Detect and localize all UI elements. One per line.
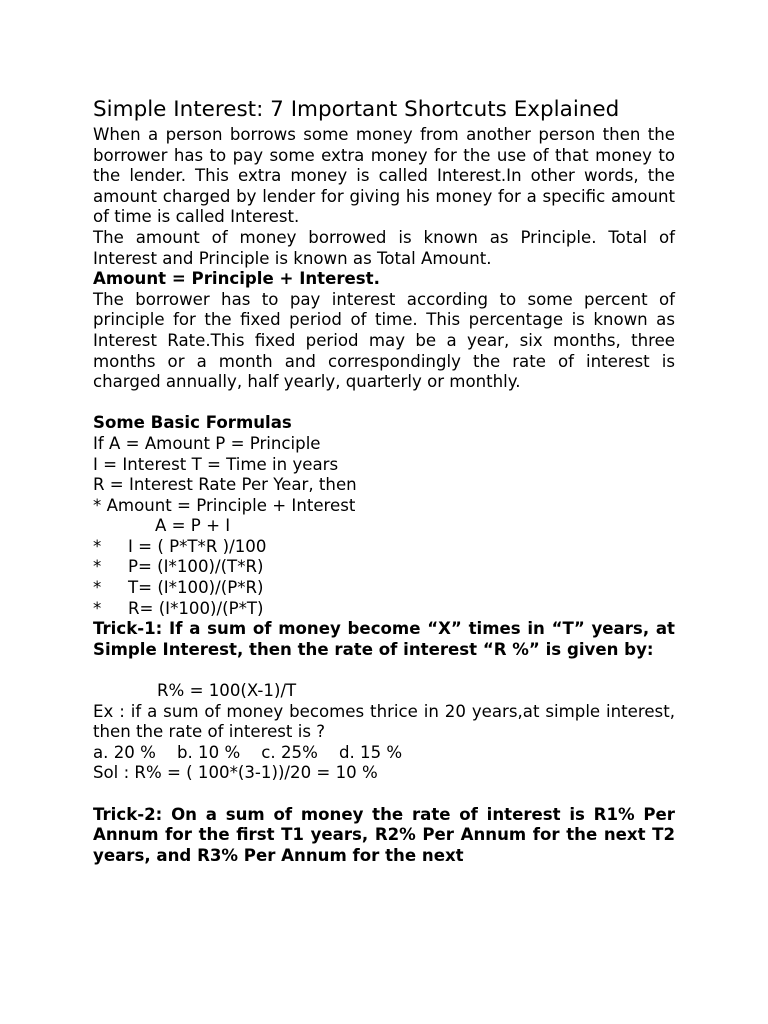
formula-definition: R = Interest Rate Per Year, then (93, 475, 357, 495)
bullet-star: * (93, 536, 102, 556)
trick1-formula: R% = 100(X-1)/T (157, 681, 297, 701)
bullet-star: * (93, 578, 102, 598)
formula-item (93, 557, 675, 578)
interest-rate-paragraph: The borrower has to pay interest according to some percent of principle for the fixed period of time. This percentage is known as Interest Rate.This fixed period may be a year, six months, three months or a month and correspondingly the rate of interest is charged annually, half yearly, quarterly or monthly. (93, 289, 675, 392)
bullet-star: * (93, 557, 102, 577)
formula-text: R= (I*100)/(P*T) (128, 598, 264, 618)
formula-definition: A = P + I (155, 516, 231, 536)
formula-text: T= (I*100)/(P*R) (128, 578, 264, 598)
intro-paragraph: When a person borrows some money from another person then the borrower has to pay some extra money for the use of that money to the lender. This extra money is called Interest.In other words, the amount charged by lender for giving his money for a specific amount of time is called Interest. (93, 125, 675, 227)
formula-item (93, 537, 675, 558)
formula-text: P= (I*100)/(T*R) (128, 557, 264, 577)
principle-paragraph: The amount of money borrowed is known as Principle. Total of Interest and Principle is known as Total Amount. (93, 227, 675, 268)
trick1-heading: Trick-1: If a sum of money become “X” times in “T” years, at Simple Interest, then the rate of interest “R %” is given by: (93, 619, 675, 659)
spacer (93, 393, 675, 414)
spacer (93, 660, 675, 681)
trick1-example: Ex : if a sum of money becomes thrice in 20 years,at simple interest, then the rate of interest is ? (93, 701, 675, 742)
bullet-star: * (93, 598, 102, 618)
trick2-heading: Trick-2: On a sum of money the rate of interest is R1% Per Annum for the first T1 years, R2% Per Annum for the next T2 years, and R3% Per Annum for the next (93, 804, 675, 865)
formula-item (93, 578, 675, 599)
formula-item (93, 599, 675, 620)
document-body (93, 125, 675, 866)
document-title: Simple Interest: 7 Important Shortcuts Explained (93, 97, 620, 122)
amount-definition: Amount = Principle + Interest. (93, 269, 380, 289)
formula-definition: * Amount = Principle + Interest (93, 495, 356, 515)
spacer (93, 784, 675, 805)
formulas-heading: Some Basic Formulas (93, 413, 292, 433)
formula-definition: If A = Amount P = Principle (93, 433, 321, 453)
formula-text: I = ( P*T*R )/100 (128, 536, 267, 556)
formula-definition: I = Interest T = Time in years (93, 454, 339, 474)
trick1-solution: Sol : R% = ( 100*(3-1))/20 = 10 % (93, 763, 378, 783)
trick1-options: a. 20 % b. 10 % c. 25% d. 15 % (93, 742, 403, 762)
